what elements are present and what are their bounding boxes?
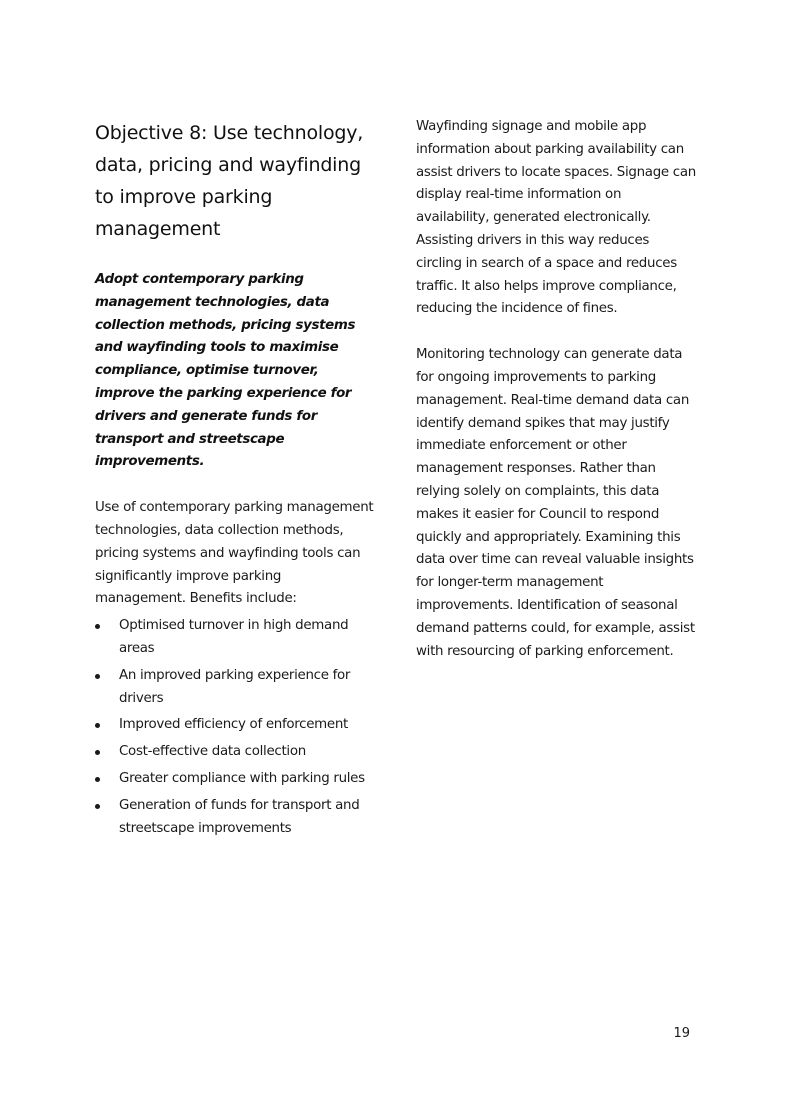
benefit-text: Optimised turnover in high demand areas: [119, 618, 349, 656]
objective-heading: Objective 8: Use technology, data, pricing and wayfinding to improve parking management: [95, 122, 364, 240]
right-column: [416, 116, 698, 663]
benefit-item: [95, 615, 375, 661]
benefit-text: An improved parking experience for drivers: [119, 667, 351, 706]
bullet-icon: [95, 723, 100, 728]
benefit-item: [95, 714, 375, 737]
benefits-list: [95, 615, 375, 840]
benefit-text: Cost-effective data collection: [119, 744, 306, 760]
bullet-icon: [95, 777, 100, 782]
benefits-intro-paragraph: Use of contemporary parking management technologies, data collection methods, pricing systems and wayfinding tools can significantly improve parking management. Benefits include:: [95, 500, 374, 607]
bullet-icon: [95, 624, 100, 629]
benefit-text: Generation of funds for transport and streetscape improvements: [119, 797, 360, 836]
objective-lead-statement: Adopt contemporary parking management technologies, data collection methods, pricing systems and wayfinding tools to maximise compliance, optimise turnover, improve the parking experience for drivers and generate funds for transport and streetscape improvements.: [95, 272, 356, 470]
wayfinding-paragraph: Wayfinding signage and mobile app information about parking availability can assist drivers to locate spaces. Signage can display real-time information on availability, generated electronically. Assisting drivers in this way reduces circling in search of a space and reduces traffic. It also helps improve compliance, reducing the incidence of fines.: [416, 119, 696, 317]
benefit-text: Greater compliance with parking rules: [119, 770, 365, 786]
page-number: 19: [673, 1026, 690, 1041]
benefit-item: [95, 741, 375, 764]
bullet-icon: [95, 750, 100, 755]
bullet-icon: [95, 674, 100, 679]
benefit-item: [95, 795, 375, 841]
benefit-item: [95, 768, 375, 791]
benefit-item: [95, 665, 375, 711]
bullet-icon: [95, 804, 100, 809]
monitoring-paragraph: Monitoring technology can generate data for ongoing improvements to parking management. Real-time demand data can identify demand spikes that may justify immediate enforcement or other management responses. Rather than relying solely on complaints, this data makes it easier for Council to respond quickly and appropriately. Examining this data over time can reveal valuable insights for longer-term management improvements. Identification of seasonal demand patterns could, for example, assist with resourcing of parking enforcement.: [416, 347, 695, 659]
benefit-text: Improved efficiency of enforcement: [119, 717, 348, 733]
left-column: [95, 117, 375, 844]
